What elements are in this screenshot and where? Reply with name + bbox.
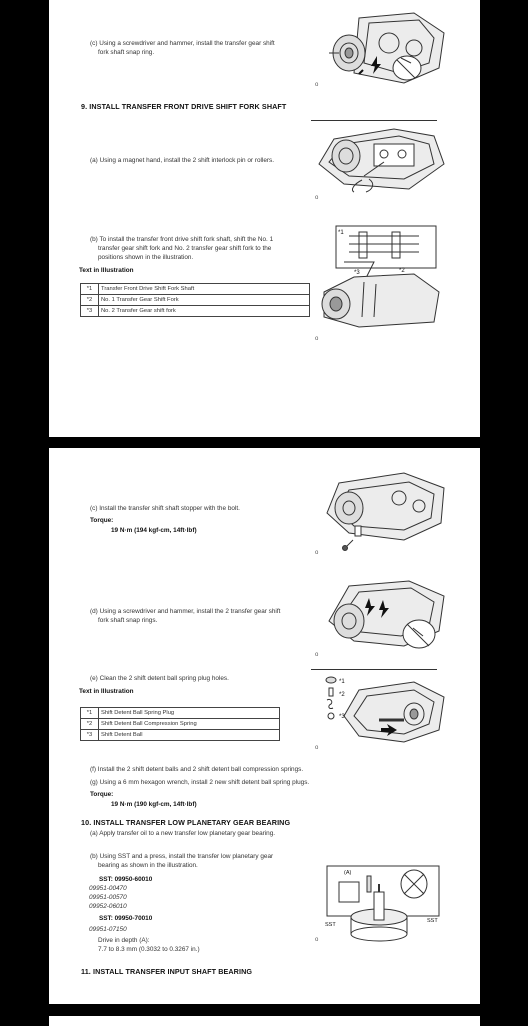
table-row [81,284,310,295]
depth-label: Drive in depth (A): [98,937,150,944]
callout-1: *1 [338,230,344,236]
step-d-text: (d) Using a screwdriver and hammer, install the 2 transfer gear shift [90,608,281,615]
legend-text: No. 2 Transfer Gear shift fork [99,306,310,317]
illustration-marker: o [315,937,319,943]
step-b-text-cont2: positions shown in the illustration. [98,254,194,261]
sst-press-illustration [319,862,449,942]
legend-text: Transfer Front Drive Shift Fork Shaft [99,284,310,295]
callout-3: *3 [339,714,345,720]
callout-2: *2 [339,692,345,698]
manual-page-1 [49,0,480,437]
legend-key: *1 [81,284,99,295]
manual-page-3 [49,1016,480,1026]
table-row [81,306,310,317]
legend-text: Shift Detent Ball Spring Plug [99,708,280,719]
shift-fork-illustration [314,222,449,332]
step-g-text: (g) Using a 6 mm hexagon wrench, install 2 new shift detent ball spring plugs. [90,779,310,786]
step-10b-text-cont: bearing as shown in the illustration. [98,862,198,869]
illustration-marker: o [315,195,319,201]
step-b-text: (b) To install the transfer front drive shift fork shaft, shift the No. 1 [90,236,274,243]
shift-shaft-stopper-illustration [319,468,449,553]
transfer-snap-ring-illustration [319,8,449,88]
torque-value: 19 N·m (194 kgf-cm, 14ft·lbf) [111,527,197,534]
step-e-text: (e) Clean the 2 shift detent ball spring plug holes. [90,675,229,682]
sst-part: 09952-06010 [89,903,127,910]
torque-value: 19 N·m (190 kgf-cm, 14ft·lbf) [111,801,197,808]
torque-label: Torque: [90,517,114,524]
interlock-pin-illustration [314,124,449,194]
heading-step-11: 11. INSTALL TRANSFER INPUT SHAFT BEARING [81,967,253,976]
illustration-marker: o [315,652,319,658]
legend-key: *2 [81,719,99,730]
sst-number-1: SST: 09950-60010 [99,876,153,883]
illustration-legend-table [80,707,280,741]
legend-key: *2 [81,295,99,306]
illustration-marker: o [315,82,319,88]
torque-label: Torque: [90,791,114,798]
illustration-marker: o [315,550,319,556]
legend-key: *3 [81,730,99,741]
step-c-text-cont: fork shaft snap ring. [98,49,155,56]
callout-1: *1 [339,679,345,685]
divider [311,120,437,121]
divider [311,669,437,670]
sst-part: 09951-00470 [89,885,127,892]
step-d-text-cont: fork shaft snap rings. [98,617,158,624]
manual-page-2 [49,448,480,1004]
sst-callout: SST [427,918,438,924]
heading-step-10: 10. INSTALL TRANSFER LOW PLANETARY GEAR BEARING [81,818,291,827]
illustration-marker: o [315,745,319,751]
step-10a-text: (a) Apply transfer oil to a new transfer low planetary gear bearing. [90,830,276,837]
snap-rings-illustration [319,576,449,656]
callout-3: *3 [354,270,360,276]
legend-key: *1 [81,708,99,719]
depth-callout: (A) [344,870,352,876]
illustration-legend-table [80,283,310,317]
sst-part: 09951-07150 [89,926,127,933]
table-row [81,719,280,730]
legend-text: Shift Detent Ball Compression Spring [99,719,280,730]
step-c-text: (c) Using a screwdriver and hammer, install the transfer gear shift [90,40,275,47]
legend-text: Shift Detent Ball [99,730,280,741]
step-10b-text: (b) Using SST and a press, install the transfer low planetary gear [90,853,274,860]
step-a-text: (a) Using a magnet hand, install the 2 shift interlock pin or rollers. [90,157,274,164]
step-b-text-cont: transfer gear shift fork and No. 2 transfer gear shift fork to the [98,245,272,252]
heading-step-9: 9. INSTALL TRANSFER FRONT DRIVE SHIFT FORK SHAFT [81,102,287,111]
depth-value: 7.7 to 8.3 mm (0.3032 to 0.3267 in.) [98,946,200,953]
illustration-marker: o [315,336,319,342]
table-row [81,295,310,306]
sst-part: 09951-00570 [89,894,127,901]
legend-key: *3 [81,306,99,317]
step-f-text: (f) Install the 2 shift detent balls and 2 shift detent ball compression springs. [90,766,304,773]
legend-title: Text in Illustration [79,267,134,274]
legend-title: Text in Illustration [79,688,134,695]
legend-text: No. 1 Transfer Gear Shift Fork [99,295,310,306]
step-c-text: (c) Install the transfer shift shaft stopper with the bolt. [90,505,240,512]
sst-number-2: SST: 09950-70010 [99,915,153,922]
detent-ball-illustration [319,672,449,744]
sst-callout: SST [325,922,336,928]
callout-2: *2 [399,268,405,274]
table-row [81,708,280,719]
table-row [81,730,280,741]
